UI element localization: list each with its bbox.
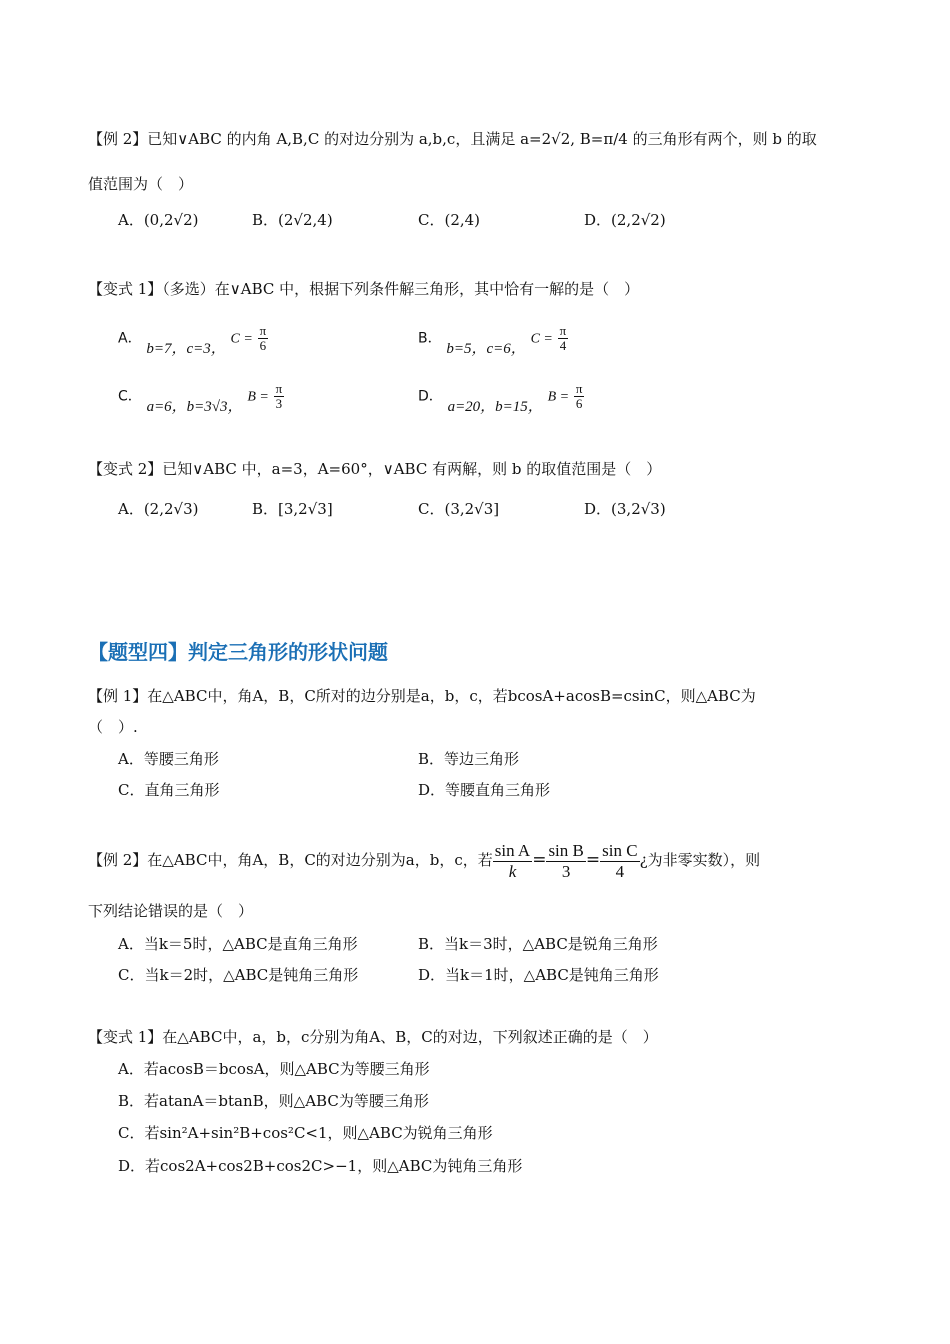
- variant1b-option-a[interactable]: A．若acosB＝bcosA，则△ABC为等腰三角形: [118, 1060, 430, 1078]
- option-letter: B．: [418, 330, 442, 347]
- variant1b-option-b[interactable]: B．若atanA＝btanB，则△ABC为等腰三角形: [118, 1092, 429, 1110]
- example2-option-d[interactable]: D．(2,2√2): [584, 211, 666, 229]
- example2-option-b[interactable]: B．(2√2,4): [252, 211, 333, 229]
- example1-option-b[interactable]: B．等边三角形: [418, 750, 520, 768]
- angle-fraction: $\frac{\pi}{4}$: [559, 323, 567, 353]
- example1-option-a[interactable]: A．等腰三角形: [118, 750, 219, 768]
- variant1b-stem: 【变式 1】在△ABC中，a，b，c分别为角A、B，C的对边，下列叙述正确的是（ ）: [88, 1028, 658, 1046]
- angle-lhs: B =: [547, 389, 570, 405]
- variant1-option-b[interactable]: [418, 323, 568, 357]
- example2b-option-d[interactable]: D．当k＝1时，△ABC是钝角三角形: [418, 966, 659, 984]
- variant1b-option-d[interactable]: D．若cos2A+cos2B+cos2C>−1，则△ABC为钝角三角形: [118, 1157, 523, 1175]
- angle-lhs: B =: [247, 389, 269, 405]
- example2-option-c[interactable]: C．(2,4): [418, 211, 481, 229]
- example2b-option-c[interactable]: C．当k＝2时，△ABC是钝角三角形: [118, 966, 359, 984]
- example2b-prefix: 【例 2】在△ABC中，角A，B，C的对边分别为a，b，c，若: [88, 851, 493, 869]
- example2b-option-b[interactable]: B．当k＝3时，△ABC是锐角三角形: [418, 935, 658, 953]
- variant1b-option-c[interactable]: C．若sin²A+sin²B+cos²C<1，则△ABC为锐角三角形: [118, 1124, 493, 1142]
- example1-line2: （ ）.: [88, 718, 138, 736]
- ratio-fraction-c: $\frac{\text{sin C}}{4}$: [602, 840, 638, 881]
- variant2-option-d[interactable]: D．(3,2√3): [584, 500, 666, 518]
- angle-fraction: $\frac{\pi}{6}$: [575, 381, 583, 411]
- example2b-line1: 【例 2】在△ABC中，角A，B，C的对边分别为a，b，c，若 $\frac{\text{sin A}}{k}$ = $\frac{\text{sin B}}{3}$ = $\frac{\text{sin C}}{4}$ ¿为非零实数），则: [88, 840, 761, 881]
- variant2-stem: 【变式 2】已知∨ABC 中，a=3，A=60°，∨ABC 有两解，则 b 的取值范围是（ ）: [88, 460, 662, 478]
- option-letter: D．: [418, 388, 443, 405]
- option-letter: A．: [118, 330, 142, 347]
- angle-lhs: C =: [230, 331, 253, 347]
- example2b-line2: 下列结论错误的是（ ）: [88, 902, 254, 920]
- variant1-option-d[interactable]: [418, 381, 584, 415]
- example2-option-a[interactable]: A．(0,2√2): [118, 211, 199, 229]
- variant1-option-a[interactable]: [118, 323, 268, 357]
- example1-option-c[interactable]: C．直角三角形: [118, 781, 220, 799]
- variant2-option-a[interactable]: A．(2,2√3): [118, 500, 199, 518]
- example2-line1: 【例 2】已知∨ABC 的内角 A,B,C 的对边分别为 a,b,c，且满足 a=2√2, B=π/4 的三角形有两个，则 b 的取: [88, 130, 817, 148]
- option-letter: C．: [118, 388, 142, 405]
- variant1-option-c[interactable]: [118, 381, 284, 415]
- section-heading: 【题型四】判定三角形的形状问题: [88, 640, 388, 664]
- variant1-stem: 【变式 1】（多选）在∨ABC 中，根据下列条件解三角形，其中恰有一解的是（ ）: [88, 280, 640, 298]
- example2b-option-a[interactable]: A．当k＝5时，△ABC是直角三角形: [118, 935, 358, 953]
- option-condition: a=20，b=15，: [447, 398, 543, 415]
- variant2-option-b[interactable]: B．[3,2√3]: [252, 500, 333, 518]
- angle-lhs: C =: [530, 331, 553, 347]
- angle-fraction: $\frac{\pi}{3}$: [275, 381, 283, 411]
- example1-line1: 【例 1】在△ABC中，角A，B，C所对的边分别是a，b，c，若bcosA+acosB=csinC，则△ABC为: [88, 687, 756, 705]
- option-condition: b=5，c=6，: [446, 340, 526, 357]
- option-condition: b=7，c=3，: [146, 340, 226, 357]
- example2b-suffix: ¿为非零实数），则: [639, 851, 761, 869]
- option-condition: a=6，b=3√3，: [146, 398, 243, 415]
- example1-option-d[interactable]: D．等腰直角三角形: [418, 781, 551, 799]
- ratio-fraction-b: $\frac{\text{sin B}}{3}$: [548, 840, 584, 881]
- ratio-fraction-a: $\frac{\text{sin A}}{k}$: [494, 840, 531, 881]
- variant2-option-c[interactable]: C．(3,2√3]: [418, 500, 500, 518]
- example2-line2: 值范围为（ ）: [88, 175, 194, 193]
- angle-fraction: $\frac{\pi}{6}$: [259, 323, 267, 353]
